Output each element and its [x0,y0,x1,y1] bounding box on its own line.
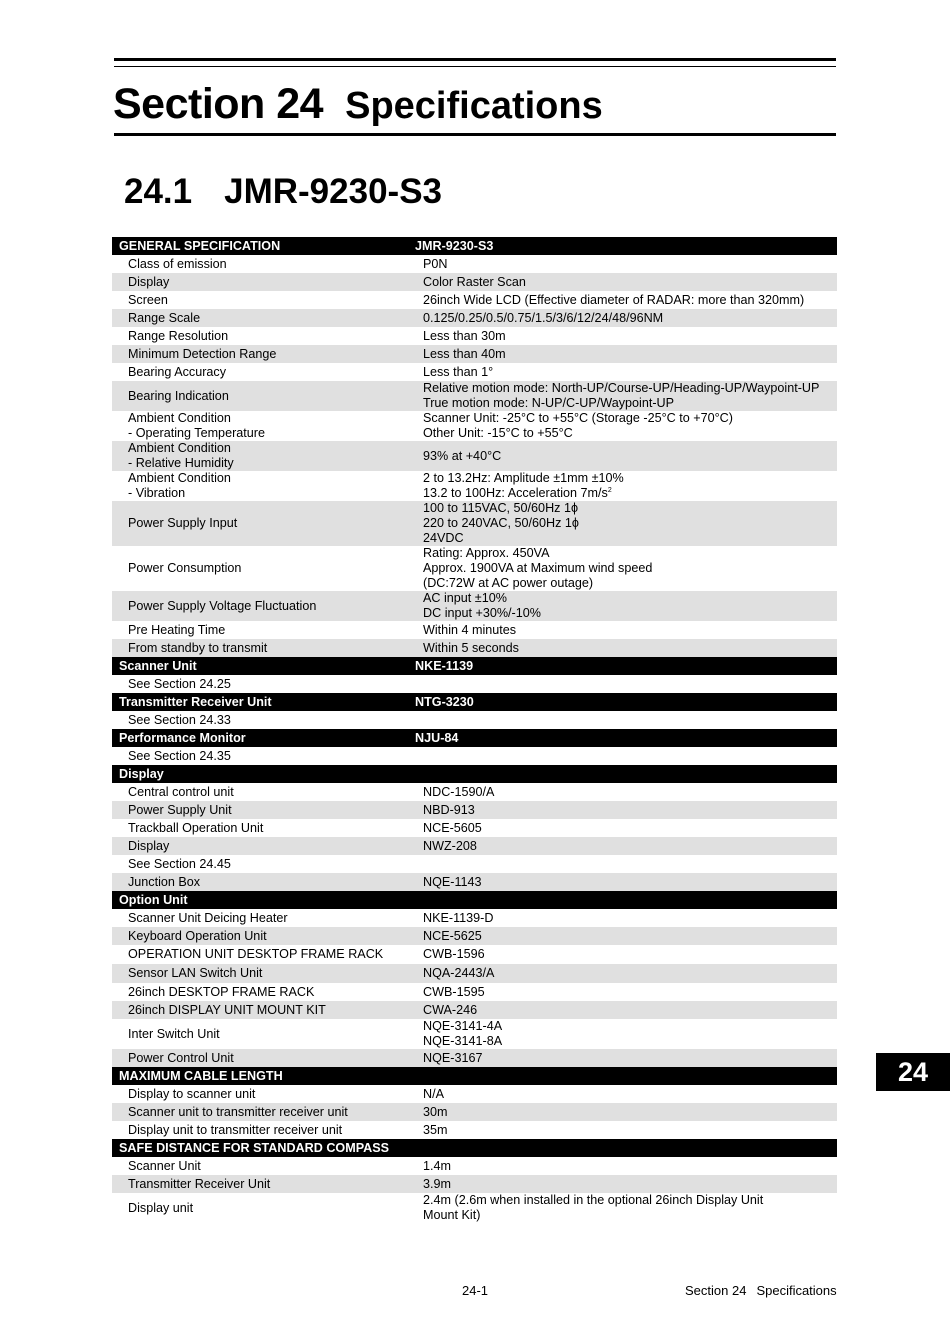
spec-label-line: Range Scale [128,310,201,325]
spec-value-line: CWB-1595 [423,984,485,999]
spec-item-value [415,1159,837,1174]
spec-item-label [112,1051,415,1066]
specification-table [112,237,837,1223]
section-header-model: NJU-84 [415,730,459,745]
spec-item-label [112,257,415,272]
spec-item-label [112,911,415,926]
spec-value-line: NQA-2443/A [423,966,495,980]
spec-item-value [415,839,837,854]
table-row [112,591,837,621]
spec-value-line: NQE-3141-4A [423,1019,503,1033]
spec-item-label [112,329,415,344]
table-row [112,1121,837,1139]
table-row [112,501,837,546]
spec-item-label [112,623,415,638]
table-section-header [112,693,837,711]
spec-item-value [415,449,837,464]
spec-value-line: N/A [423,1086,444,1101]
spec-item-label [112,839,415,854]
spec-label-line: Screen [128,292,168,307]
section-header-model: NTG-3230 [415,694,474,709]
spec-item-label [112,411,415,441]
table-row [112,345,837,363]
spec-label-line: Central control unit [128,784,234,799]
top-rule-thick [114,58,836,61]
spec-value-line: 2.4m (2.6m when installed in the optional 26inch Display Unit [423,1193,764,1207]
spec-item-value [415,501,837,546]
spec-value-line: 26inch Wide LCD (Effective diameter of RADAR: more than 320mm) [423,292,805,307]
section-title [113,80,603,129]
section-header-label: SAFE DISTANCE FOR STANDARD COMPASS [119,1140,390,1155]
spec-item-value [415,411,837,441]
table-row [112,1175,837,1193]
spec-value-line: 30m [423,1104,448,1119]
table-section-header [112,1139,837,1157]
spec-item-value [415,985,837,1000]
spec-item-value [415,381,837,411]
spec-item-value [415,1177,837,1192]
spec-item-label [112,293,415,308]
table-row [112,945,837,964]
table-section-header [112,237,837,255]
section-header-label: Transmitter Receiver Unit [119,694,272,709]
table-row [112,441,837,471]
section-header-label: GENERAL SPECIFICATION [119,238,281,253]
spec-item-value [415,785,837,800]
table-section-header [112,765,837,783]
spec-value-line: NKE-1139-D [423,910,494,925]
spec-value-line: (DC:72W at AC power outage) [423,576,594,590]
spec-item-value [415,347,837,362]
spec-value-line: AC input ±10% [423,591,507,605]
spec-item-label [112,1159,415,1174]
spec-item-value [415,365,837,380]
spec-label-line: Bearing Accuracy [128,364,227,379]
table-row [112,711,837,729]
table-row [112,909,837,927]
spec-value-line: Mount Kit) [423,1208,481,1222]
spec-value-line: P0N [423,256,448,271]
table-row [112,471,837,501]
section-header-model: JMR-9230-S3 [415,238,494,253]
spec-item-label [112,929,415,944]
spec-label-line: Display [128,274,170,289]
spec-item-label [112,966,415,981]
spec-label-line: Pre Heating Time [128,622,226,637]
section-header-label: Display [119,766,164,781]
footer-page-number: 24-1 [462,1283,489,1298]
spec-value-line: 13.2 to 100Hz: Acceleration $7m/s^2$ [423,486,612,500]
spec-value-line: 35m [423,1122,448,1137]
spec-item-value [415,1193,837,1223]
spec-label-line: See Section 24.35 [128,748,231,763]
spec-item-label [112,1027,415,1042]
spec-value-line: NQE-3167 [423,1050,483,1065]
spec-item-value [415,929,837,944]
spec-label-line: Scanner unit to transmitter receiver unit [128,1104,348,1119]
spec-label-line: Bearing Indication [128,388,229,403]
title-underline [114,133,836,136]
spec-label-line: Scanner Unit [128,1158,201,1173]
spec-label-line: From standby to transmit [128,640,268,655]
spec-value-line: Within 5 seconds [423,640,519,655]
spec-label-line: OPERATION UNIT DESKTOP FRAME RACK [128,947,384,961]
spec-value-line: 100 to 115VAC, 50/60Hz 1ϕ [423,501,579,515]
table-section-header [112,1067,837,1085]
spec-label-line: - Operating Temperature [128,426,265,440]
table-row [112,1103,837,1121]
spec-item-label [112,1105,415,1120]
spec-label-line: See Section 24.45 [128,856,231,871]
table-row [112,255,837,273]
spec-label-line: Power Supply Unit [128,802,232,817]
section-header-label: Performance Monitor [119,730,246,745]
spec-item-value [415,329,837,344]
spec-value-line: NQE-3141-8A [423,1034,503,1048]
spec-item-value [415,471,837,501]
spec-value-line: Scanner Unit: -25°C to +55°C (Storage -25°C to +70°C) [423,411,733,425]
spec-item-label [112,275,415,290]
table-row [112,1085,837,1103]
spec-item-label [112,641,415,656]
footer-section-label: Section 24 [685,1283,747,1298]
spec-value-line: Color Raster Scan [423,274,526,289]
spec-item-value [415,1003,837,1018]
spec-item-label [112,365,415,380]
spec-label-line: Transmitter Receiver Unit [128,1176,271,1191]
spec-value-line: 1.4m [423,1158,451,1173]
spec-item-label [112,1123,415,1138]
table-row [112,819,837,837]
spec-item-value [415,641,837,656]
subsection-title [124,172,442,212]
spec-item-value [415,911,837,926]
spec-item-value [415,1019,837,1049]
table-row [112,801,837,819]
spec-item-label [112,516,415,531]
table-row [112,747,837,765]
spec-item-value [415,546,837,591]
spec-value-line: 0.125/0.25/0.5/0.75/1.5/3/6/12/24/48/96NM [423,310,664,325]
spec-item-label [112,471,415,501]
spec-item-label [112,947,415,962]
spec-value-line: 93% at +40°C [423,448,502,463]
spec-value-line: 2 to 13.2Hz: Amplitude ±1mm ±10% [423,471,624,485]
spec-item-value [415,623,837,638]
subsection-number: 24.1 [124,172,193,211]
table-row [112,1001,837,1019]
spec-label-line: - Relative Humidity [128,456,234,470]
spec-value-line: 220 to 240VAC, 50/60Hz 1ϕ [423,516,579,530]
spec-item-label [112,803,415,818]
spec-value-line: Approx. 1900VA at Maximum wind speed [423,561,653,575]
spec-label-line: Class of emission [128,256,227,271]
spec-value-line: Less than 1° [423,364,494,379]
chapter-tab: 24 [876,1053,950,1091]
table-row [112,783,837,801]
spec-label-line: - Vibration [128,486,186,500]
spec-value-line: True motion mode: N-UP/C-UP/Waypoint-UP [423,396,675,410]
spec-value-line: CWB-1596 [423,947,485,961]
spec-label-line: See Section 24.25 [128,676,231,691]
table-row [112,873,837,891]
table-section-header [112,891,837,909]
spec-item-label [112,857,415,872]
table-row [112,1019,837,1049]
top-rule-thin [114,66,836,67]
spec-label-line: Inter Switch Unit [128,1026,220,1041]
spec-item-label [112,985,415,1000]
section-header-label: Option Unit [119,892,188,907]
spec-item-label [112,1003,415,1018]
spec-label-line: Range Resolution [128,328,229,343]
table-row [112,1049,837,1067]
section-header-model: NKE-1139 [415,658,474,673]
spec-label-line: See Section 24.33 [128,712,231,727]
spec-item-value [415,947,837,962]
spec-value-line: NCE-5625 [423,928,482,943]
table-row [112,381,837,411]
spec-item-value [415,293,837,308]
spec-item-value [415,875,837,890]
spec-item-value [415,966,837,981]
table-row [112,546,837,591]
table-row [112,983,837,1001]
spec-label-line: Power Control Unit [128,1050,234,1065]
section-header-label: Scanner Unit [119,658,197,673]
spec-label-line: Trackball Operation Unit [128,820,264,835]
spec-item-label [112,677,415,692]
spec-label-line: Power Consumption [128,561,242,575]
spec-item-label [112,311,415,326]
table-row [112,1157,837,1175]
table-row [112,273,837,291]
table-row [112,327,837,345]
spec-value-line: NDC-1590/A [423,784,495,799]
spec-item-value [415,803,837,818]
spec-item-value [415,257,837,272]
spec-label-line: Junction Box [128,874,201,889]
table-row [112,621,837,639]
spec-label-line: Ambient Condition [128,441,231,455]
spec-item-label [112,1087,415,1102]
table-row [112,363,837,381]
spec-value-line: NQE-1143 [423,874,482,889]
spec-label-line: 26inch DESKTOP FRAME RACK [128,984,315,999]
spec-value-line: NCE-5605 [423,820,482,835]
spec-value-line: 24VDC [423,531,464,545]
spec-item-value [415,1105,837,1120]
spec-value-line: Within 4 minutes [423,622,517,637]
spec-item-label [112,441,415,471]
spec-value-line: Relative motion mode: North-UP/Course-UP/Heading-UP/Waypoint-UP [423,381,820,395]
spec-item-value [415,1087,837,1102]
spec-label-line: Scanner Unit Deicing Heater [128,910,288,925]
spec-item-label [112,713,415,728]
table-row [112,639,837,657]
spec-value-line: NWZ-208 [423,838,477,853]
subsection-name: JMR-9230-S3 [224,172,443,211]
spec-value-line: Less than 30m [423,328,506,343]
table-row [112,291,837,309]
spec-value-line: Other Unit: -15°C to +55°C [423,426,573,440]
spec-label-line: Minimum Detection Range [128,346,277,361]
spec-item-value [415,1051,837,1066]
table-row [112,309,837,327]
spec-value-line: CWA-246 [423,1002,478,1017]
footer-section [685,1283,837,1298]
section-number: Section 24 [113,80,324,128]
spec-item-label [112,821,415,836]
spec-item-label [112,389,415,404]
table-section-header [112,729,837,747]
spec-label-line: Ambient Condition [128,411,231,425]
spec-value-line: Less than 40m [423,346,506,361]
spec-value-line: NBD-913 [423,802,475,817]
spec-label-line: Power Supply Voltage Fluctuation [128,598,317,613]
spec-item-label [112,1177,415,1192]
table-section-header [112,657,837,675]
spec-item-value [415,1123,837,1138]
spec-label-line: Display unit [128,1200,194,1215]
table-row [112,927,837,945]
spec-item-label [112,347,415,362]
footer-section-name: Specifications [756,1283,837,1298]
spec-label-line: Display [128,838,170,853]
spec-label-line: Power Supply Input [128,516,238,530]
table-row [112,855,837,873]
spec-label-line: Sensor LAN Switch Unit [128,966,263,980]
table-row [112,837,837,855]
spec-value-line: Rating: Approx. 450VA [423,546,550,560]
spec-label-line: Ambient Condition [128,471,231,485]
table-row [112,411,837,441]
spec-item-label [112,599,415,614]
spec-item-value [415,591,837,621]
spec-item-label [112,749,415,764]
spec-value-line: DC input +30%/-10% [423,606,541,620]
spec-item-value [415,311,837,326]
spec-label-line: Display unit to transmitter receiver unit [128,1122,343,1137]
spec-label-line: Display to scanner unit [128,1086,256,1101]
spec-item-label [112,875,415,890]
spec-item-value [415,821,837,836]
section-name: Specifications [345,85,603,127]
table-row [112,964,837,983]
spec-item-label [112,785,415,800]
spec-label-line: 26inch DISPLAY UNIT MOUNT KIT [128,1002,326,1017]
section-header-label: MAXIMUM CABLE LENGTH [119,1068,283,1083]
spec-item-label [112,561,415,576]
table-row [112,1193,837,1223]
spec-value-line: 3.9m [423,1176,451,1191]
spec-label-line: Keyboard Operation Unit [128,928,267,943]
spec-item-value [415,275,837,290]
table-row [112,675,837,693]
spec-item-label [112,1201,415,1216]
